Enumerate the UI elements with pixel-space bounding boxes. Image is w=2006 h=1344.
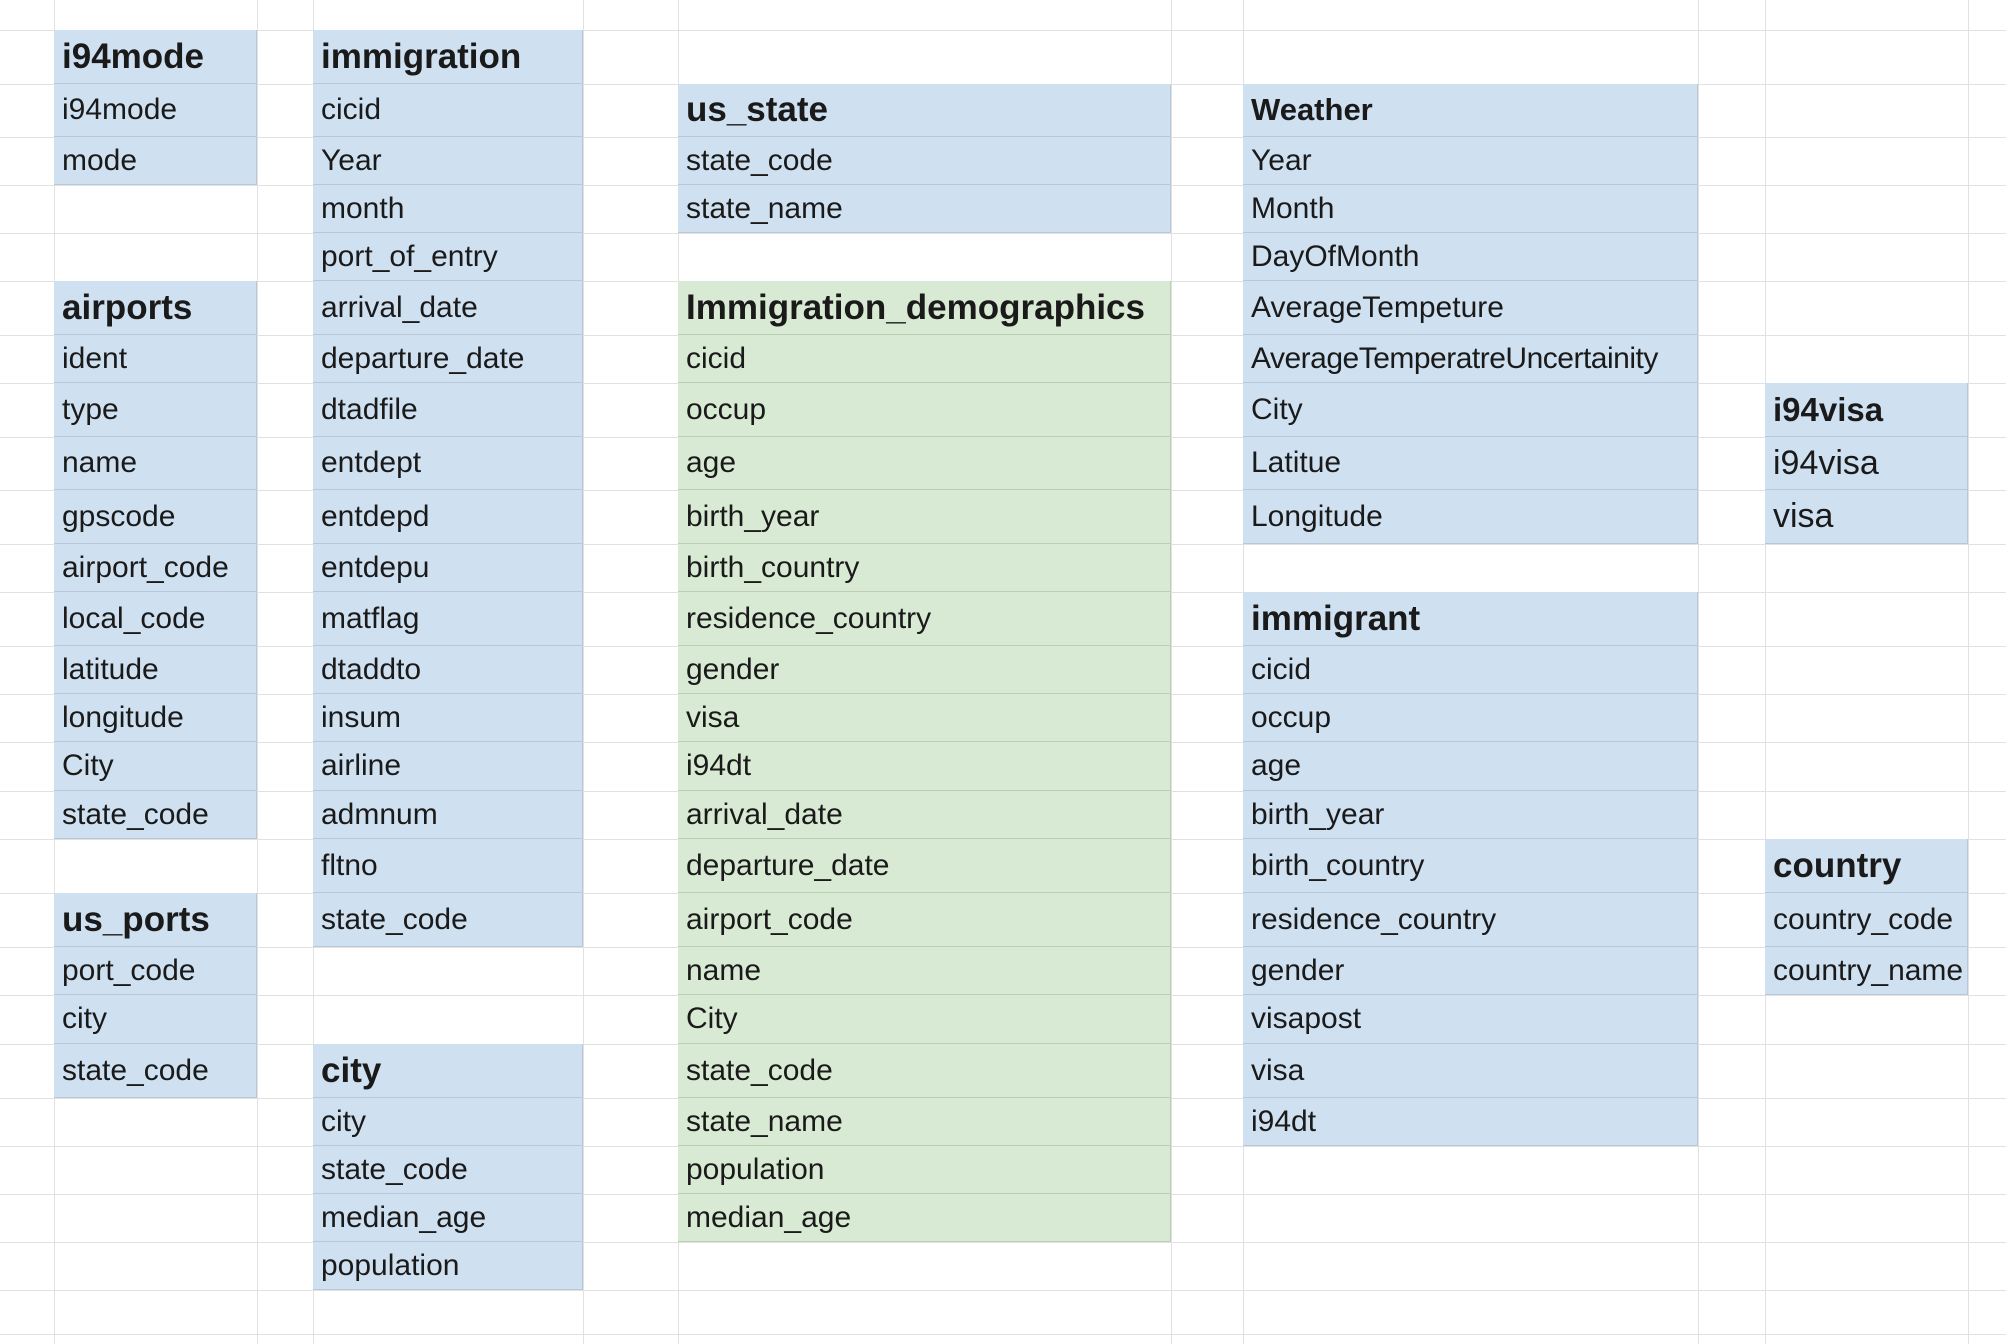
field-cell[interactable]: i94dt xyxy=(1243,1098,1698,1146)
field-cell[interactable]: age xyxy=(1243,742,1698,791)
table-title-i94visa[interactable]: i94visa xyxy=(1765,383,1968,437)
field-cell[interactable]: birth_year xyxy=(1243,791,1698,839)
table-title-us_ports[interactable]: us_ports xyxy=(54,893,257,947)
field-cell[interactable]: Month xyxy=(1243,185,1698,233)
field-cell[interactable]: AverageTempeture xyxy=(1243,281,1698,335)
field-cell[interactable]: port_code xyxy=(54,947,257,995)
field-cell[interactable]: state_code xyxy=(313,1146,583,1194)
field-cell[interactable]: insum xyxy=(313,694,583,742)
field-cell[interactable]: median_age xyxy=(313,1194,583,1242)
field-cell[interactable]: cicid xyxy=(313,84,583,137)
field-cell[interactable]: visa xyxy=(678,694,1171,742)
field-cell[interactable]: population xyxy=(313,1242,583,1290)
field-cell[interactable]: state_code xyxy=(678,137,1171,185)
field-cell[interactable]: residence_country xyxy=(1243,893,1698,947)
table-title-immigrant[interactable]: immigrant xyxy=(1243,592,1698,646)
field-cell[interactable]: visa xyxy=(1765,490,1968,544)
field-cell[interactable]: visa xyxy=(1243,1044,1698,1098)
field-cell[interactable]: local_code xyxy=(54,592,257,646)
field-cell[interactable]: entdepd xyxy=(313,490,583,544)
field-cell[interactable]: entdept xyxy=(313,437,583,490)
table-title-i94mode[interactable]: i94mode xyxy=(54,30,257,84)
field-cell[interactable]: departure_date xyxy=(313,335,583,383)
field-cell[interactable]: fltno xyxy=(313,839,583,893)
field-cell[interactable]: birth_country xyxy=(678,544,1171,592)
field-cell[interactable]: arrival_date xyxy=(678,791,1171,839)
field-cell[interactable]: AverageTemperatreUncertainity xyxy=(1243,335,1698,383)
field-cell[interactable]: City xyxy=(54,742,257,791)
field-cell[interactable]: longitude xyxy=(54,694,257,742)
table-title-us_state[interactable]: us_state xyxy=(678,84,1171,137)
field-cell[interactable]: state_code xyxy=(54,791,257,839)
field-cell[interactable]: i94mode xyxy=(54,84,257,137)
table-title-immigration-demographics[interactable]: Immigration_demographics xyxy=(678,281,1171,335)
field-cell[interactable]: Longitude xyxy=(1243,490,1698,544)
field-cell[interactable]: month xyxy=(313,185,583,233)
table-title-weather[interactable]: Weather xyxy=(1243,84,1698,137)
field-cell[interactable]: Latitue xyxy=(1243,437,1698,490)
field-cell[interactable]: name xyxy=(678,947,1171,995)
field-cell[interactable]: latitude xyxy=(54,646,257,694)
field-cell[interactable]: departure_date xyxy=(678,839,1171,893)
field-cell[interactable]: gender xyxy=(1243,947,1698,995)
field-cell[interactable]: DayOfMonth xyxy=(1243,233,1698,281)
field-cell[interactable]: City xyxy=(1243,383,1698,437)
field-cell[interactable]: matflag xyxy=(313,592,583,646)
field-cell[interactable]: occup xyxy=(1243,694,1698,742)
field-cell[interactable]: city xyxy=(313,1098,583,1146)
field-cell[interactable]: gender xyxy=(678,646,1171,694)
field-cell[interactable]: entdepu xyxy=(313,544,583,592)
field-cell[interactable]: state_code xyxy=(54,1044,257,1098)
field-cell[interactable]: Year xyxy=(313,137,583,185)
field-cell[interactable]: arrival_date xyxy=(313,281,583,335)
field-cell[interactable]: state_code xyxy=(313,893,583,947)
field-cell[interactable]: median_age xyxy=(678,1194,1171,1242)
field-cell[interactable]: country_code xyxy=(1765,893,1968,947)
field-cell[interactable]: birth_year xyxy=(678,490,1171,544)
table-title-airports[interactable]: airports xyxy=(54,281,257,335)
table-title-immigration[interactable]: immigration xyxy=(313,30,583,84)
field-cell[interactable]: country_name xyxy=(1765,947,1968,995)
field-cell[interactable]: residence_country xyxy=(678,592,1171,646)
field-cell[interactable]: Year xyxy=(1243,137,1698,185)
field-cell[interactable]: ident xyxy=(54,335,257,383)
field-cell[interactable]: i94visa xyxy=(1765,437,1968,490)
field-cell[interactable]: cicid xyxy=(1243,646,1698,694)
field-cell[interactable]: name xyxy=(54,437,257,490)
field-cell[interactable]: City xyxy=(678,995,1171,1044)
field-cell[interactable]: airport_code xyxy=(54,544,257,592)
field-cell[interactable]: age xyxy=(678,437,1171,490)
field-cell[interactable]: type xyxy=(54,383,257,437)
field-cell[interactable]: city xyxy=(54,995,257,1044)
field-cell[interactable]: state_name xyxy=(678,1098,1171,1146)
table-title-city[interactable]: city xyxy=(313,1044,583,1098)
field-cell[interactable]: dtadfile xyxy=(313,383,583,437)
field-cell[interactable]: gpscode xyxy=(54,490,257,544)
table-title-country[interactable]: country xyxy=(1765,839,1968,893)
field-cell[interactable]: occup xyxy=(678,383,1171,437)
field-cell[interactable]: birth_country xyxy=(1243,839,1698,893)
field-cell[interactable]: i94dt xyxy=(678,742,1171,791)
field-cell[interactable]: visapost xyxy=(1243,995,1698,1044)
field-cell[interactable]: mode xyxy=(54,137,257,185)
field-cell[interactable]: airport_code xyxy=(678,893,1171,947)
field-cell[interactable]: dtaddto xyxy=(313,646,583,694)
field-cell[interactable]: airline xyxy=(313,742,583,791)
field-cell[interactable]: port_of_entry xyxy=(313,233,583,281)
field-cell[interactable]: state_name xyxy=(678,185,1171,233)
field-cell[interactable]: population xyxy=(678,1146,1171,1194)
field-cell[interactable]: admnum xyxy=(313,791,583,839)
field-cell[interactable]: state_code xyxy=(678,1044,1171,1098)
field-cell[interactable]: cicid xyxy=(678,335,1171,383)
